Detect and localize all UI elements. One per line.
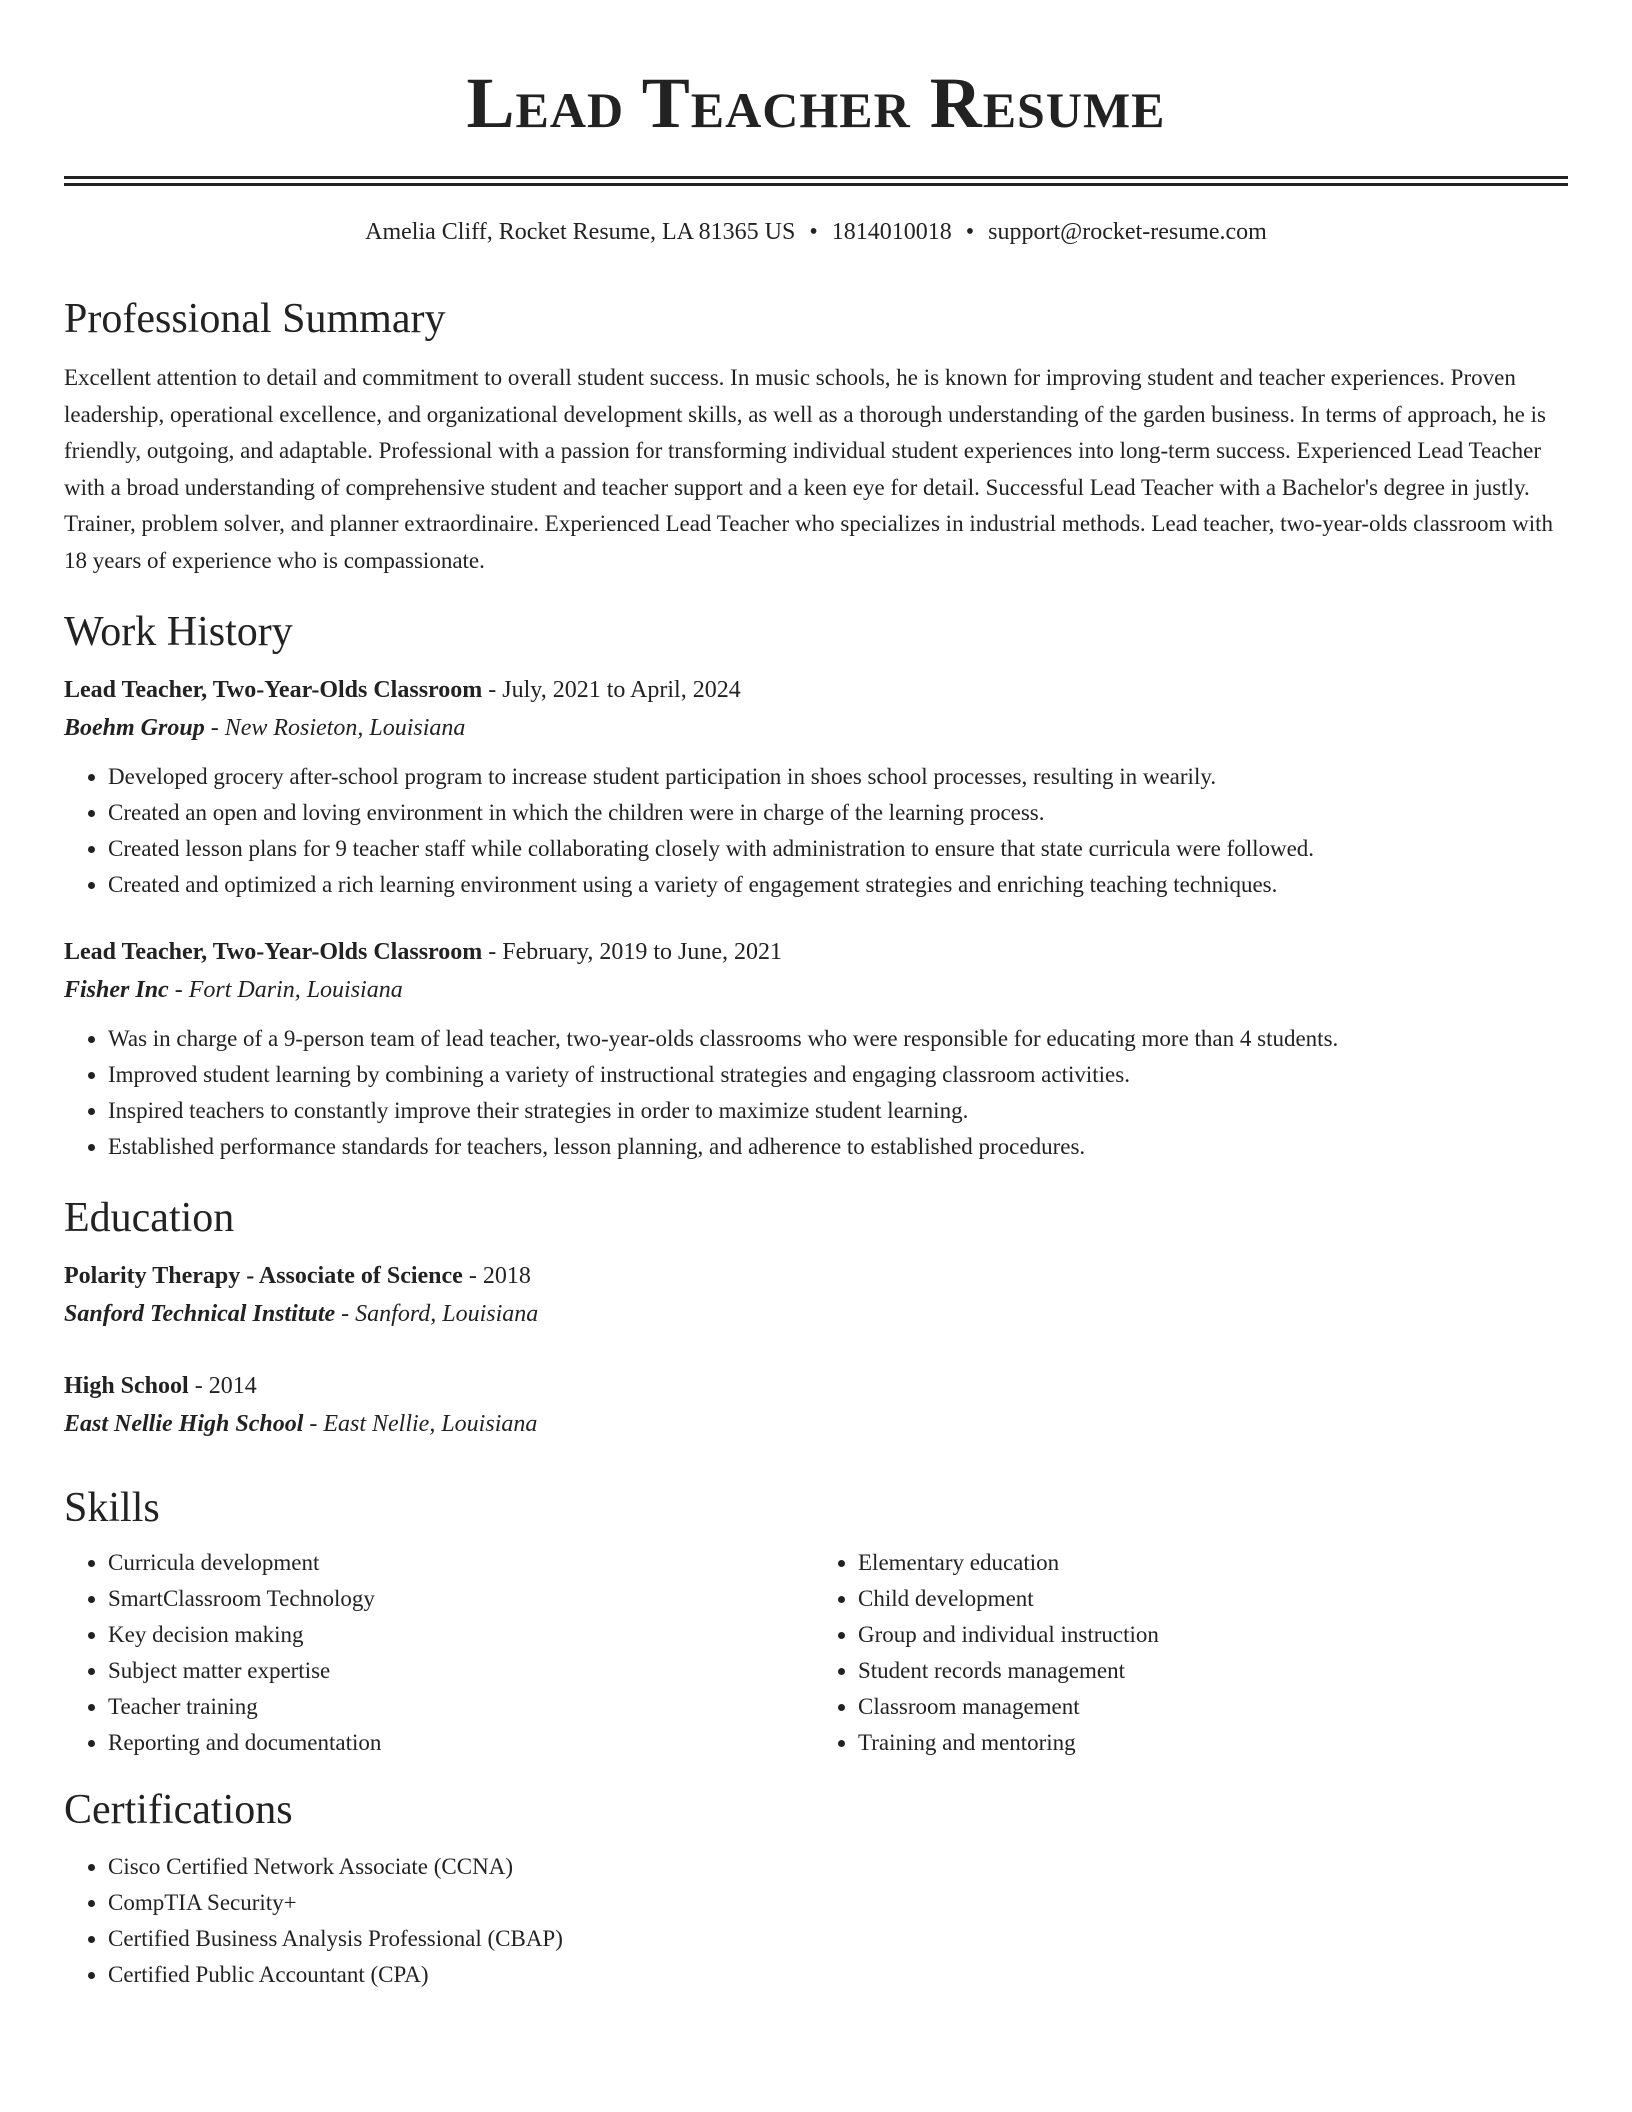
contact-line (64, 216, 1568, 248)
skills-list-right (818, 1545, 1568, 1761)
education-degree: Polarity Therapy - Associate of Science (64, 1263, 463, 1289)
skills-grid (64, 1545, 1568, 1761)
education-entry (64, 1257, 1568, 1333)
skill-item: • Curricula development (108, 1545, 818, 1581)
skill-item: • Reporting and documentation (108, 1725, 818, 1761)
education-heading: Education (64, 1195, 235, 1241)
skill-item: • Group and individual instruction (858, 1617, 1568, 1653)
job-bullet: • Developed grocery after-school program to increase student participation in shoes school processes, resulting in wearily. (108, 759, 1568, 795)
job-bullet: • Created lesson plans for 9 teacher staff while collaborating closely with administration to ensure that state curricula were followed. (108, 831, 1568, 867)
job-bullet: • Established performance standards for teachers, lesson planning, and adherence to established procedures. (108, 1129, 1568, 1165)
job-bullets (64, 1021, 1568, 1165)
contact-phone: 1814010018 (831, 219, 952, 245)
education-entry (64, 1367, 1568, 1443)
title-divider (64, 176, 1568, 186)
contact-separator: • (965, 219, 975, 245)
job-company: Fisher Inc (64, 977, 169, 1003)
education-location: - Sanford, Louisiana (335, 1301, 539, 1327)
education-year: - 2014 (188, 1373, 257, 1399)
job-bullet: • Was in charge of a 9-person team of lead teacher, two-year-olds classrooms who were responsible for educating more than 4 students. (108, 1021, 1568, 1057)
job-company: Boehm Group (64, 715, 205, 741)
skill-item: • Teacher training (108, 1689, 818, 1725)
education-school-line (64, 1295, 1568, 1333)
job-entry (64, 933, 1568, 1165)
skill-item: • Student records management (858, 1653, 1568, 1689)
job-location: - Fort Darin, Louisiana (168, 977, 403, 1003)
skill-item: • Training and mentoring (858, 1725, 1568, 1761)
skill-item: • Subject matter expertise (108, 1653, 818, 1689)
education-school: Sanford Technical Institute (64, 1301, 336, 1327)
certifications-heading: Certifications (64, 1787, 293, 1833)
education-degree: High School (64, 1373, 189, 1399)
summary-text: Excellent attention to detail and commitment to overall student success. In music schools, he is known for improving student and teacher experiences. Proven leadership, operational excellence, and organizational development skills, as well as a thorough understanding of the garden business. In terms of approach, he is friendly, outgoing, and adaptable. Professional with a passion for transforming individual student experiences into long-term success. Experienced Lead Teacher with a broad understanding of comprehensive student and teacher support and a keen eye for detail. Successful Lead Teacher with a Bachelor's degree in justly. Trainer, problem solver, and planner extraordinaire. Experienced Lead Teacher who specializes in industrial methods. Lead teacher, two-year-olds classroom with 18 years of experience who is compassionate. (64, 365, 1553, 573)
job-company-line (64, 709, 1568, 747)
work-history-heading: Work History (64, 609, 293, 655)
certification-item: • Cisco Certified Network Associate (CCNA) (108, 1849, 1568, 1885)
job-entry (64, 671, 1568, 903)
education-school-line (64, 1405, 1568, 1443)
contact-email: support@rocket-resume.com (988, 219, 1267, 245)
job-title-line (64, 933, 1568, 971)
contact-separator: • (809, 219, 818, 245)
skill-item: • Key decision making (108, 1617, 818, 1653)
job-location: - New Rosieton, Louisiana (204, 715, 466, 741)
certification-item: • Certified Public Accountant (CPA) (108, 1957, 1568, 1993)
education-location: - East Nellie, Louisiana (303, 1411, 538, 1437)
skill-item: • SmartClassroom Technology (108, 1581, 818, 1617)
job-role: Lead Teacher, Two-Year-Olds Classroom (64, 939, 483, 965)
job-dates: - July, 2021 to April, 2024 (482, 677, 741, 703)
education-degree-line (64, 1367, 1568, 1405)
summary-heading: Professional Summary (64, 296, 446, 342)
certifications-list (64, 1849, 1568, 1993)
job-bullet: • Created and optimized a rich learning environment using a variety of engagement strategies and enriching teaching techniques. (108, 867, 1568, 903)
job-bullet: • Improved student learning by combining a variety of instructional strategies and engaging classroom activities. (108, 1057, 1568, 1093)
job-bullet: • Inspired teachers to constantly improve their strategies in order to maximize student learning. (108, 1093, 1568, 1129)
job-bullets (64, 759, 1568, 903)
certification-item: • Certified Business Analysis Professional (CBAP) (108, 1921, 1568, 1957)
resume-title: Lead Teacher Resume (466, 63, 1166, 143)
education-degree-line (64, 1257, 1568, 1295)
skills-heading: Skills (64, 1485, 160, 1531)
job-bullet: • Created an open and loving environment in which the children were in charge of the learning process. (108, 795, 1568, 831)
contact-address: Amelia Cliff, Rocket Resume, LA 81365 US (365, 219, 796, 245)
skill-item: • Child development (858, 1581, 1568, 1617)
job-dates: - February, 2019 to June, 2021 (482, 939, 782, 965)
education-year: - 2018 (462, 1263, 531, 1289)
skill-item: • Elementary education (858, 1545, 1568, 1581)
job-title-line (64, 671, 1568, 709)
skills-list-left (64, 1545, 818, 1761)
education-school: East Nellie High School (64, 1411, 304, 1437)
job-company-line (64, 971, 1568, 1009)
job-role: Lead Teacher, Two-Year-Olds Classroom (64, 677, 483, 703)
certification-item: • CompTIA Security+ (108, 1885, 1568, 1921)
skill-item: • Classroom management (858, 1689, 1568, 1725)
